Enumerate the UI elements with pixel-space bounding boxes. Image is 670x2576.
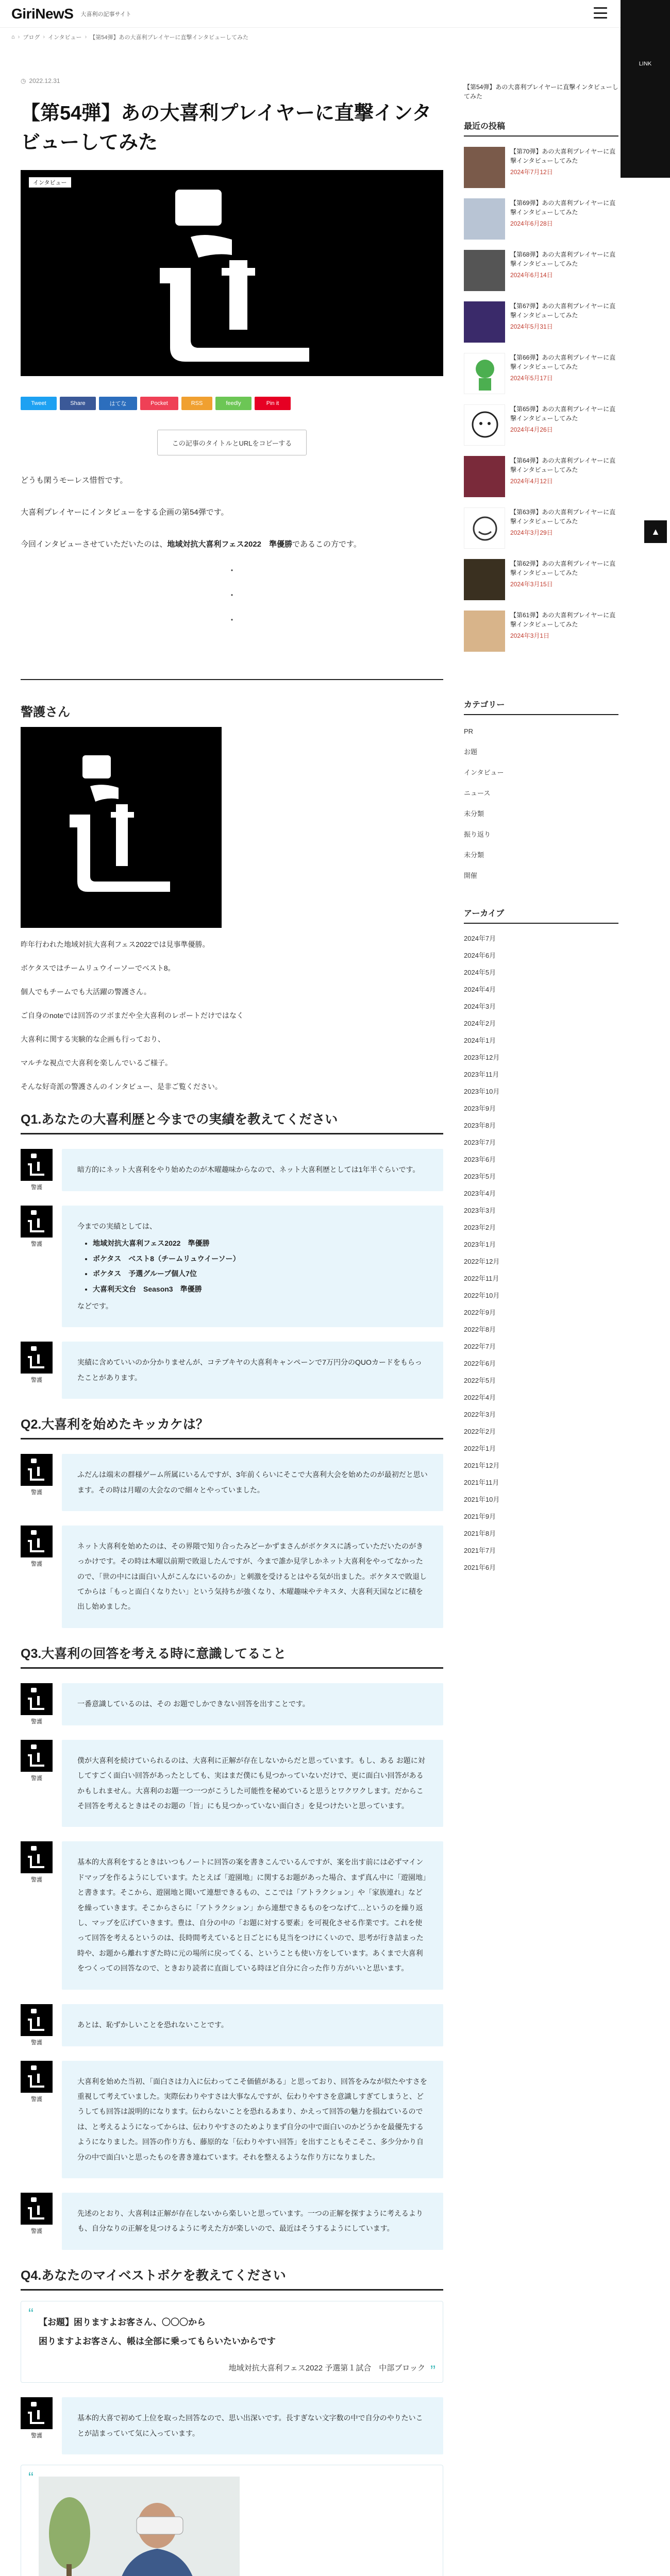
recent-post-title[interactable]: 【第65弾】あの大喜利プレイヤーに直撃インタビューしてみた [510, 405, 616, 422]
profile-line: ボケタスではチームリュウイーソーでベスト8。 [21, 964, 175, 972]
hamburger-icon[interactable] [594, 7, 607, 19]
avatar [21, 1740, 53, 1772]
speaker [21, 1683, 53, 1725]
recent-post-item[interactable] [464, 456, 618, 497]
answer-block [21, 1206, 443, 1327]
image-quote [21, 2465, 443, 2576]
speaker-name: 警護 [31, 1718, 42, 1725]
profile-line: マルチな視点で大喜利を楽しんでいるご様子。 [21, 1059, 172, 1067]
archive-link[interactable]: 2021年6月 [464, 1564, 496, 1571]
profile-line: 昨年行われた地域対抗大喜利フェス2022では見事準優勝。 [21, 940, 210, 948]
achievement-list [93, 1236, 428, 1297]
speaker [21, 1342, 53, 1399]
post-date [21, 77, 443, 84]
avatar [21, 2061, 53, 2093]
profile-logo-graphic [21, 727, 222, 928]
recent-post-title[interactable]: 【第66弾】あの大喜利プレイヤーに直撃インタビューしてみた [510, 354, 616, 370]
post-thumbnail [464, 198, 505, 240]
category-link[interactable]: 未分類 [464, 851, 484, 859]
list-item: • 大喜利天文台 Season3 準優勝 [93, 1282, 428, 1297]
archive-link[interactable]: 2024年7月 [464, 935, 496, 942]
answer-bubble: 基本的大喜利をするときはいつもノートに回答の案を書きこんでいるんですが、案を出す前には必ずマインドマップを作るようにしています。たとえば「遊園地」に関するお題があった場合、まず真ん中に「遊園地」と書きます。そこから、遊園地と聞いて連想できるもの、ここでは「アトラクション」や「家族連れ」などを繰っていきます。そこからさらに「アトラクション」から連想できるものをつなげて…というのを繰り返し、マップを広げていきます。豊は、自分の中の「お題に対する要素」を可視化させる作業です。これを使って回答を考えるというのは、長時間考えていると日ごとにも見当をつけにくいので、思考が行き詰まった時や、お題から離れすぎた時に元の場所に戻ってくる、ということも使い方をしています。あくまで大喜利をつくっての回答なので、ときおり読者に直面している時ほど自分に合った作り方がいいと思います。 [62, 1841, 443, 1989]
speaker [21, 1149, 53, 1191]
list-item: • ボケタス ベスト8（チームリュウイーソー） [93, 1251, 428, 1266]
category-link[interactable]: インタビュー [464, 769, 504, 776]
category-link[interactable]: 未分類 [464, 810, 484, 818]
question-heading: Q2.大喜利を始めたキッカケは？ [21, 1414, 443, 1439]
speaker [21, 2193, 53, 2250]
recent-post-date: 2024年6月28日 [510, 220, 553, 227]
share-feedly-button[interactable]: feedly [215, 397, 252, 410]
article [21, 77, 443, 2576]
archive-link[interactable]: 2022年9月 [464, 1309, 496, 1316]
recent-post-item[interactable] [464, 507, 618, 549]
category-badge[interactable]: インタビュー [29, 177, 71, 188]
copy-title-url-button[interactable]: この記事のタイトルとURLをコピーする [157, 430, 307, 455]
post-thumbnail [464, 353, 505, 394]
avatar [21, 1683, 53, 1715]
archive-link[interactable]: 2024年5月 [464, 969, 496, 976]
answer-block [21, 1526, 443, 1628]
recent-post-title[interactable]: 【第63弾】あの大喜利プレイヤーに直撃インタビューしてみた [510, 509, 616, 525]
answer-block [21, 2193, 443, 2250]
answer-bubble: 一番意識しているのは、その お題でしかできない回答を出すことです。 [62, 1683, 443, 1725]
archive-link[interactable]: 2024年1月 [464, 1037, 496, 1044]
dot: ・ [227, 590, 237, 601]
best-answer-quote [21, 2301, 443, 2383]
post-thumbnail [464, 301, 505, 343]
breadcrumb-current: 【第54弾】あの大喜利プレイヤーに直撃インタビューしてみた [90, 35, 249, 41]
sidebar [464, 82, 618, 1576]
recent-post-item[interactable] [464, 147, 618, 188]
archive-link[interactable]: 2023年9月 [464, 1105, 496, 1112]
category-link[interactable]: お題 [464, 748, 478, 756]
answer-block [21, 1149, 443, 1191]
recent-post-title[interactable]: 【第61弾】あの大喜利プレイヤーに直撃インタビューしてみた [510, 612, 616, 628]
recent-post-title[interactable]: 【第67弾】あの大喜利プレイヤーに直撃インタビューしてみた [510, 302, 616, 319]
list-item: • ボケタス 予選グループ個人7位 [93, 1266, 428, 1281]
recent-post-title[interactable]: 【第69弾】あの大喜利プレイヤーに直撃インタビューしてみた [510, 199, 616, 216]
recent-post-date: 2024年3月1日 [510, 632, 550, 639]
category-link[interactable]: 開催 [464, 872, 478, 879]
answer-bubble: 大喜利を始めた当初、「面白さは力入に伝わってこそ価値がある」と思っており、回答をみなが似たやすさを重視して考えていました。実際伝わりやすさは大事なんですが、伝わりやすさを意識しすぎてしまうと、どうしても回答は説明的になります。伝わらないことを恐れるあまり、かえって回答の魅力を損ねているのでは、と考えるようになってからは、伝わりやすさのためよりまず自分の中で面白いのかどうかを最優先するようになりました。回答の作り方も、藤原的な「伝わりやすい回答」を出すこともそこそこ、多少分かり自分の中で面白いと思ったものを書き連ねています。それを整えるような作り方になりました。 [62, 2061, 443, 2178]
answer-block [21, 1454, 443, 1511]
hero-image [21, 170, 443, 376]
category-link[interactable]: PR [464, 727, 474, 735]
speaker-name: 警護 [31, 1877, 42, 1884]
side-nav-strip [621, 0, 670, 178]
speaker-name: 警護 [31, 2096, 42, 2103]
archive-link[interactable]: 2022年11月 [464, 1275, 499, 1282]
speaker [21, 1454, 53, 1511]
speaker-name: 警護 [31, 1489, 42, 1496]
archive-link[interactable]: 2022年3月 [464, 1411, 496, 1418]
speaker [21, 2397, 53, 2454]
avatar [21, 2193, 53, 2225]
archive-link[interactable]: 2023年10月 [464, 1088, 500, 1095]
post-thumbnail [464, 147, 505, 188]
speaker [21, 1206, 53, 1327]
side-link-label[interactable]: LINK [639, 61, 652, 67]
recent-post-title[interactable]: 【第64弾】あの大喜利プレイヤーに直撃インタビューしてみた [510, 457, 616, 473]
answer-bubble: 基本的大喜で初めて上位を取った回答なので、思い出深いです。長すぎない文字数の中で自分のやりたいことが詰まっていて気に入っています。 [62, 2397, 443, 2454]
recent-post-date: 2024年5月17日 [510, 375, 553, 382]
intro-paragraph [21, 537, 443, 552]
quote-source: 地域対抗大喜利フェス2022 予選第１試合 中部ブロック [228, 2364, 425, 2373]
answer-block [21, 1342, 443, 1399]
recent-post-date: 2024年3月15日 [510, 581, 553, 588]
dot: ・ [227, 615, 237, 625]
recent-post-item[interactable] [464, 611, 618, 652]
archive-link[interactable]: 2021年10月 [464, 1496, 500, 1503]
recent-post-title[interactable]: 【第68弾】あの大喜利プレイヤーに直撃インタビューしてみた [510, 251, 616, 267]
recent-post-date: 2024年7月12日 [510, 168, 553, 176]
archive-link[interactable]: 2022年10月 [464, 1292, 500, 1299]
question-heading: Q3.大喜利の回答を考える時に意識してること [21, 1643, 443, 1669]
recent-post-date: 2024年6月14日 [510, 272, 553, 279]
category-heading: カテゴリー [464, 698, 618, 715]
category-link[interactable]: 振り返り [464, 831, 491, 838]
breadcrumb-item[interactable]: インタビュー [48, 35, 82, 41]
interviewee-heading: 警護さん [21, 705, 70, 719]
recent-post-title[interactable]: 【第70弾】あの大喜利プレイヤーに直撃インタビューしてみた [510, 148, 616, 164]
post-date-text: 2022.12.31 [29, 77, 60, 84]
question-heading: Q4.あなたのマイベストボケを教えてください [21, 2265, 443, 2291]
archive-link[interactable]: 2023年2月 [464, 1224, 496, 1231]
archive-link[interactable]: 2023年1月 [464, 1241, 496, 1248]
interviewee-photo [21, 727, 222, 928]
archive-link[interactable]: 2021年11月 [464, 1479, 499, 1486]
hero-logo-graphic [21, 170, 443, 376]
archive-link[interactable]: 2022年12月 [464, 1258, 500, 1265]
avatar [21, 1454, 53, 1486]
recent-post-date: 2024年4月26日 [510, 426, 553, 433]
recent-post-item[interactable] [464, 353, 618, 394]
post-thumbnail [464, 611, 505, 652]
archive-link[interactable]: 2024年2月 [464, 1020, 496, 1027]
archive-link[interactable]: 2023年4月 [464, 1190, 496, 1197]
post-thumbnail [464, 404, 505, 446]
profile-line: ご自身のnoteでは回答のツボまだや全大喜利のレポートだけではなく [21, 1011, 244, 1020]
archive-link[interactable]: 2021年9月 [464, 1513, 496, 1520]
recent-post-date: 2024年3月29日 [510, 529, 553, 536]
post-title: 【第54弾】あの大喜利プレイヤーに直撃インタビューしてみた [21, 103, 432, 154]
archive-link[interactable]: 2024年6月 [464, 952, 496, 959]
answer-bubble: 僕が大喜利を続けていられるのは、大喜利に正解が存在しないからだと思っています。もし、ある お題に対してすごく面白い回答があったとしても、実はまだ僕にも見つかっていないだけで、更に面白い回答があるかもしれません。大喜利のお題一つ一つがこうした可能性を秘めていると思うとワクワクします。だからこそ回答を考えるときはそのお題の「旨」にも見つかっていない面白さ」を見つけたいと思っています。 [62, 1740, 443, 1827]
quote-prompt: 【お題】困りますよお客さん、〇〇〇から [39, 2317, 206, 2327]
archive-link[interactable]: 2023年3月 [464, 1207, 496, 1214]
archive-link[interactable]: 2022年4月 [464, 1394, 496, 1401]
speaker [21, 1526, 53, 1628]
avatar [21, 2397, 53, 2429]
recent-post-item[interactable] [464, 404, 618, 446]
quote-close-icon: ” [430, 2363, 435, 2380]
archive-link[interactable]: 2024年3月 [464, 1003, 496, 1010]
recent-post-item[interactable] [464, 250, 618, 291]
archive-link[interactable]: 2023年5月 [464, 1173, 496, 1180]
recent-posts-heading: 最近の投稿 [464, 120, 618, 137]
archive-link[interactable]: 2021年8月 [464, 1530, 496, 1537]
answer-bubble: ネット大喜利を始めたのは、その界隈で知り合ったみどーかずまさんがボケタスに誘っていただいたのがきっかけです。その時は木曜以前期で敗退したんですが、今まで誰か見学しかネット大喜利をやってなかったので、「世の中には面白い人がこんなにいるのか」と刺激を受けるとはやる気が出ました。ボケタスで敗退してからは「もっと面白くなりたい」という気持ちが強くなり、木曜趣味やテキスタ、大喜利天国などに積を出し始めました。 [62, 1526, 443, 1628]
section-divider [21, 679, 443, 680]
site-tagline: 大喜利の記事サイト [80, 11, 131, 18]
answer-bubble: 実績に含めていいのか分かりませんが、コテブキヤの大喜利キャンペーンで7万円分のQUOカードをもらったことがあります。 [62, 1342, 443, 1399]
share-hatena-button[interactable]: はてな [99, 397, 137, 410]
share-pocket-button[interactable]: Pocket [140, 397, 178, 410]
answer-text: などです。 [77, 1301, 113, 1310]
recent-post-item[interactable] [464, 559, 618, 600]
site-logo[interactable]: GiriNewS [11, 5, 74, 22]
archive-link[interactable]: 2022年7月 [464, 1343, 496, 1350]
archive-link[interactable]: 2023年7月 [464, 1139, 496, 1146]
speaker [21, 1740, 53, 1827]
share-facebook-button[interactable]: Share [60, 397, 96, 410]
quote-open-icon: “ [28, 2469, 34, 2487]
intro-paragraph: どうも閑うモーレス惜哲です。 [21, 476, 128, 485]
answer-bubble: 先述のとおり、大喜利は正解が存在しないから楽しいと思っています。一つの正解を探すように考えるよりも、自分なりの正解を見つけるように考えた方が楽しいので、最近はそうするようにしています。 [62, 2193, 443, 2250]
speaker [21, 1841, 53, 1989]
post-thumbnail [464, 507, 505, 549]
avatar [21, 1841, 53, 1873]
speaker-name: 警護 [31, 1184, 42, 1191]
intro-text: 今回インタビューさせていただいたのは、 [21, 540, 167, 549]
breadcrumb-item[interactable]: ブログ [23, 35, 40, 41]
recent-post-title[interactable]: 【第62弾】あの大喜利プレイヤーに直撃インタビューしてみた [510, 560, 616, 577]
archive-link[interactable]: 2022年5月 [464, 1377, 496, 1384]
archive-link[interactable]: 2024年4月 [464, 986, 496, 993]
quote-answer: 困りますよお客さん、帳は全部に乗ってもらいたいからです [39, 2336, 276, 2347]
profile-line: そんな好奇派の警護さんのインタビュー、是非ご覧ください。 [21, 1082, 222, 1091]
answer-block [21, 2004, 443, 2046]
category-list [464, 721, 618, 886]
archive-link[interactable]: 2022年6月 [464, 1360, 496, 1367]
clock-icon: ◷ [21, 77, 26, 84]
answer-block [21, 1740, 443, 1827]
speaker-name: 警護 [31, 1775, 42, 1782]
speaker-name: 警護 [31, 2039, 42, 2046]
answer-bubble: あとは、恥ずかしいことを恐れないことです。 [62, 2004, 443, 2046]
profile-text [21, 937, 443, 1094]
share-rss-button[interactable]: RSS [181, 397, 212, 410]
home-icon[interactable]: ⌂ [11, 34, 15, 40]
avatar [21, 2004, 53, 2036]
avatar [21, 1206, 53, 1238]
answer-bubble: ふだんは端末の群様ゲーム所属にいるんですが、3年前くらいにそこで大喜利大会を始めたのが最初だと思います。その時は月曜の大会なので細々とやっていました。 [62, 1454, 443, 1511]
archive-link[interactable]: 2023年11月 [464, 1071, 499, 1078]
archive-link[interactable]: 2021年12月 [464, 1462, 500, 1469]
breadcrumb: ⌂ › ブログ › インタビュー › 【第54弾】あの大喜利プレイヤーに直撃インタビューしてみた [11, 34, 249, 41]
answer-block [21, 1683, 443, 1725]
category-link[interactable]: ニュース [464, 789, 491, 797]
recent-posts-list [464, 147, 618, 652]
quote-open-icon: “ [28, 2305, 34, 2323]
post-thumbnail [464, 559, 505, 600]
post-thumbnail [464, 250, 505, 291]
dot: ・ [227, 566, 237, 576]
list-item: • 地域対抗大喜利フェス2022 準優勝 [93, 1236, 428, 1251]
archive-link[interactable]: 2022年2月 [464, 1428, 496, 1435]
answer-block [21, 2397, 443, 2454]
recent-post-item[interactable] [464, 198, 618, 240]
intro-text: であるこの方です。 [292, 540, 361, 549]
speaker [21, 2061, 53, 2178]
answer-block [21, 1841, 443, 1989]
post-thumbnail [464, 456, 505, 497]
recent-post-date: 2024年4月12日 [510, 478, 553, 485]
recent-post-date: 2024年5月31日 [510, 323, 553, 330]
profile-line: 個人でもチームでも大活躍の警護さん。 [21, 988, 151, 996]
avatar [21, 1526, 53, 1557]
share-twitter-button[interactable]: Tweet [21, 397, 57, 410]
share-pinterest-button[interactable]: Pin it [255, 397, 291, 410]
archive-link[interactable]: 2023年12月 [464, 1054, 500, 1061]
arrow-up-icon[interactable]: ▲ [644, 520, 667, 543]
speaker-name: 警護 [31, 1561, 42, 1567]
avatar [21, 1149, 53, 1181]
profile-line: 大喜利に関する実験的な企画も行っており、 [21, 1035, 165, 1043]
answer-bubble [62, 1206, 443, 1327]
answer-text: 今までの実績としては、 [77, 1222, 157, 1230]
speaker-name: 警護 [31, 1241, 42, 1247]
archive-link[interactable]: 2021年7月 [464, 1547, 496, 1554]
share-buttons [21, 397, 443, 410]
intro-highlight: 地域対抗大喜利フェス2022 準優勝 [167, 540, 293, 549]
answer-bubble: 暗方的にネット大喜利をやり始めたのが木曜趣味からなので、ネット大喜利歴としては1年半ぐらいです。 [62, 1149, 443, 1191]
speaker-name: 警護 [31, 1377, 42, 1384]
archive-link[interactable]: 2023年8月 [464, 1122, 496, 1129]
archive-link[interactable]: 2023年6月 [464, 1156, 496, 1163]
avatar [21, 1342, 53, 1374]
archive-list [464, 930, 618, 1576]
archive-link[interactable]: 2022年1月 [464, 1445, 496, 1452]
sidebar-top-title[interactable]: 【第54弾】あの大喜利プレイヤーに直撃インタビューしてみた [464, 83, 618, 100]
intro-paragraph: 大喜利プレイヤーにインタビューをする企画の第54弾です。 [21, 508, 229, 517]
archive-link[interactable]: 2022年8月 [464, 1326, 496, 1333]
ellipsis-dots [21, 558, 443, 633]
speaker [21, 2004, 53, 2046]
vr-headset-photo [39, 2477, 240, 2576]
answer-block [21, 2061, 443, 2178]
speaker-name: 警護 [31, 2433, 42, 2439]
question-heading: Q1.あなたの大喜利歴と今までの実績を教えてください [21, 1109, 443, 1134]
archive-heading: アーカイブ [464, 907, 618, 924]
site-header [0, 0, 670, 28]
speaker-name: 警護 [31, 2228, 42, 2234]
vr-person-graphic [39, 2477, 240, 2576]
recent-post-item[interactable] [464, 301, 618, 343]
